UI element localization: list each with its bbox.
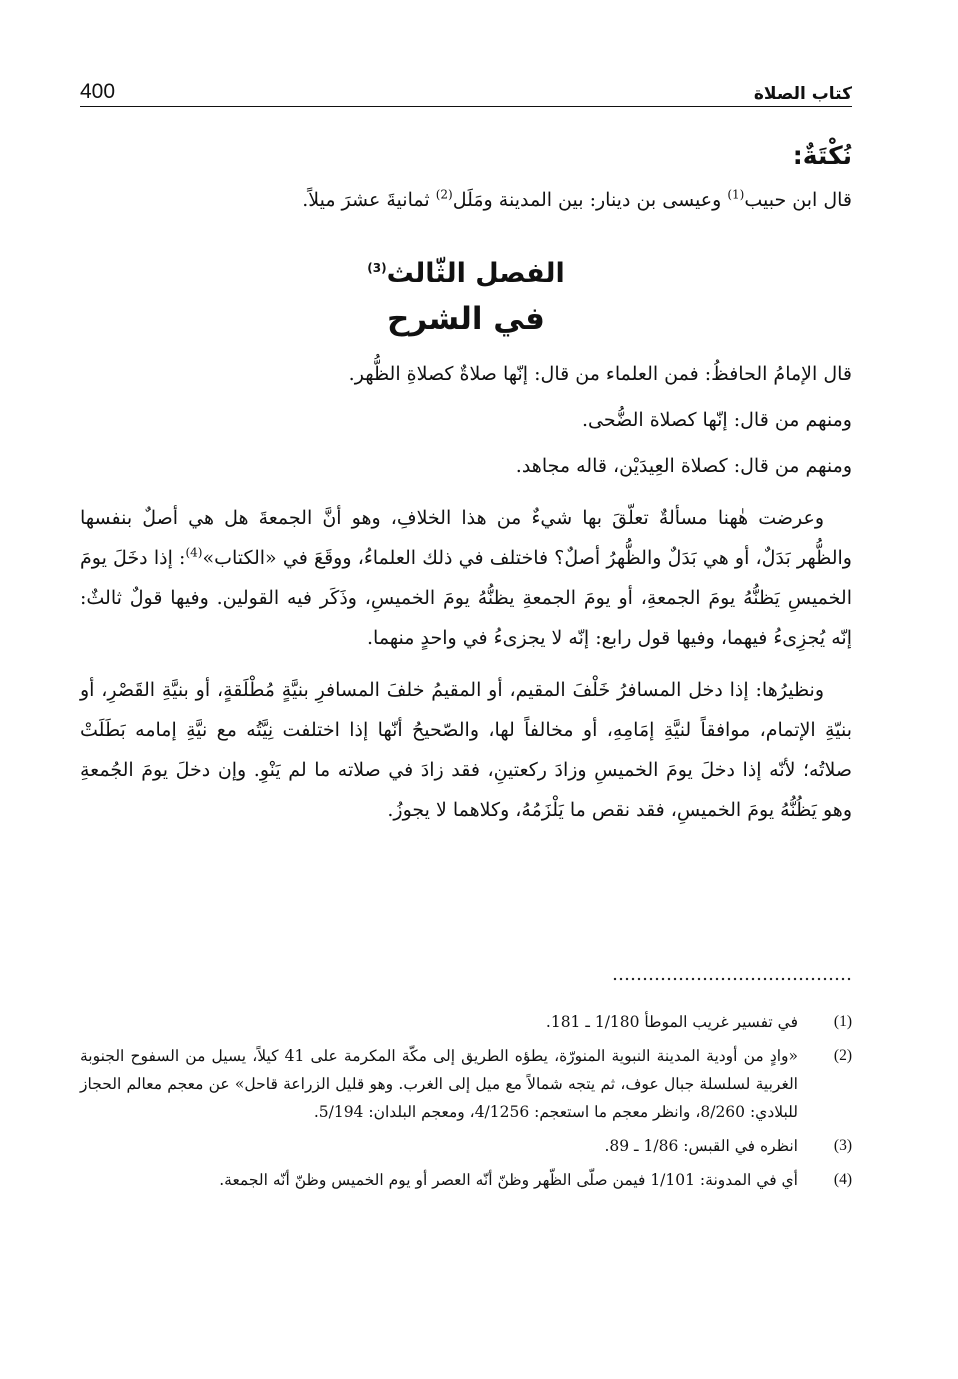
chapter-title-text: الفصل الثّالث <box>386 258 565 289</box>
page-number: 400 <box>80 80 116 103</box>
chapter-title <box>80 254 852 294</box>
footnote-item <box>80 1042 852 1126</box>
footnote-number: (1) <box>833 1013 852 1030</box>
footnote-item <box>80 1166 852 1194</box>
paragraph-5: ونظيرُها: إذا دخل المسافرُ خَلْفَ المقيم، أو المقيمُ خلفَ المسافرِ بنيَّةٍ مُطْلَقةٍ، أو بنيَّةِ القَصْرِ، أو بنيّةِ الإتمام، موافقاً لنيَّةِ إمَامِهِ، أو مخالفاً لها، والصّحيحُ أنّها إذا اختلفت نِيَّتُه مع نيَّةِ إمامه بَطَلَتْ صلاتُه؛ لأنّه إذا دخلَ يومَ الخميسِ وزادَ ركعتينِ، فقد زادَ في صلاته ما لم يَنْوِ. وإن دخلَ يومَ الجُمعةِ وهو يَظُنُّهُ يومَ الخميسِ، فقد نقص ما يَلْزَمُهُ، وكلاهما لا يجوزُ. <box>80 679 852 821</box>
footnote-text: «وادٍ من أودية المدينة النبوية المنورّة، يطؤه الطريق إلى مكّة المكرمة على 41 كيلاً، يسيل من السفوح الجنوبة الغربية لسلسلة جبال عوف، ثم يتجه شمالاً مع ميل إلى الغرب. وهو قليل الزراعة قاحل» عن معجم معالم الحجاز للبلادي: 8/260، وانظر معجم ما استعجم: 4/1256، ومعجم البلدان: 5/194. <box>80 1047 798 1121</box>
nukta-paragraph <box>80 180 852 220</box>
paragraph-4 <box>80 498 852 658</box>
paragraph-4-text-b: : إذا دخَلَ يومَ الخميسِ يَظنُّهُ يومَ الجمعةِ، أو يومَ الجمعةِ يظنُّهُ يومَ الخميسِ، وذَكَر فيه القولين. وفيها قولٌ ثالثٌ: إنّه يُجزِىءُ فيهما، وفيها قول رابع: إنّه لا يجزىءُ في واحدٍ منهما. <box>80 547 852 649</box>
footnote-text: في تفسير غريب الموطأ 1/180 ـ 181. <box>545 1013 798 1031</box>
nukta-text-b: وعيسى بن دينار: بين المدينة ومَلَل <box>452 189 728 211</box>
footnote-text: أي في المدونة: 1/101 فيمن صلّى الظّهر وظنّ أنّه العصر أو يوم الخميس وظنّ أنّه الجمعة. <box>219 1171 798 1189</box>
paragraph-4-text-a: وعرضت هٰهنا مسألةٌ تعلّقَ بها شيءٌ من هذا الخلافِ، وهو أنَّ الجمعةَ هل هي أصلٌ بنفسها والظُّهر بَدَلٌ، أو هي بَدَلٌ والظُّهرُ أصلٌ؟ فاختلف في ذلك العلماءُ، ووقَعَ في «الكتاب» <box>80 507 852 569</box>
footnote-number: (3) <box>833 1137 852 1154</box>
page-header <box>80 74 852 104</box>
chapter-subtitle: في الشرح <box>387 301 545 337</box>
nukta-text-c: ثمانيةَ عشرَ ميلاً. <box>302 189 436 211</box>
footnote-separator <box>612 977 852 981</box>
footnote-number: (2) <box>833 1047 852 1064</box>
main-text <box>80 128 852 830</box>
footnote-text: انظره في القبس: 1/86 ـ 89. <box>604 1137 798 1155</box>
paragraph-3: ومنهم من قال: كصلاة العِيدَيْن، قاله مجاهد. <box>515 455 852 477</box>
footnote-item <box>80 1132 852 1160</box>
footnote-ref-3: (3) <box>367 261 387 275</box>
footnotes <box>80 1008 852 1200</box>
footnote-ref-1: (1) <box>727 187 745 202</box>
paragraph-1: قال الإمامُ الحافظُ: فمن العلماء من قال: إنّها صلاةٌ كصلاةِ الظُّهر. <box>348 363 852 385</box>
paragraph-2: ومنهم من قال: إنّها كصلاة الضُّحى. <box>581 409 852 431</box>
nukta-title: نُكْتَةٌ: <box>792 141 852 170</box>
footnote-item <box>80 1008 852 1036</box>
header-rule <box>80 106 852 107</box>
footnote-number: (4) <box>833 1171 852 1188</box>
footnote-ref-2: (2) <box>435 187 453 202</box>
nukta-text-a: قال ابن حبيب <box>744 189 852 211</box>
footnote-ref-4: (4) <box>185 545 203 560</box>
running-title: كتاب الصلاة <box>753 84 852 104</box>
